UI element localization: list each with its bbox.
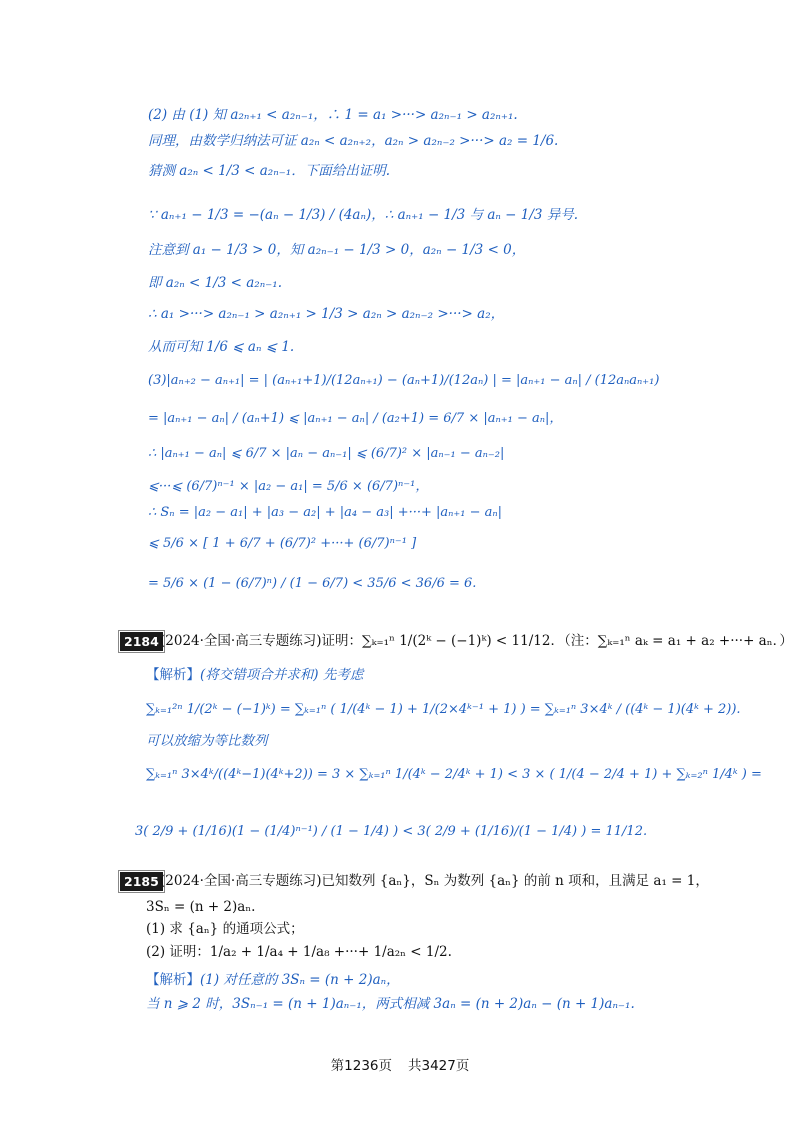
solution-line: 从而可知 1/6 ⩽ aₙ ⩽ 1. — [148, 339, 295, 355]
solution-line: 同理，由数学归纳法可证 a₂ₙ < a₂ₙ₊₂，a₂ₙ > a₂ₙ₋₂ >···> a₂ = 1/6. — [148, 133, 559, 149]
analysis-tag: 【解析】 — [146, 972, 200, 988]
question-number-2185: 2185 — [120, 872, 163, 891]
solution-line: = |aₙ₊₁ − aₙ| / (aₙ+1) ⩽ |aₙ₊₁ − aₙ| / (a₂+1) = 6/7 × |aₙ₊₁ − aₙ|， — [148, 411, 563, 426]
analysis-block — [146, 973, 400, 989]
solution-line: ∴ a₁ >···> a₂ₙ₋₁ > a₂ₙ₊₁ > 1/3 > a₂ₙ > a₂ₙ₋₂ >···> a₂， — [148, 306, 505, 322]
solution-line: ⩽···⩽ (6/7)ⁿ⁻¹ × |a₂ − a₁| = 5/6 × (6/7)ⁿ⁻¹， — [148, 479, 429, 494]
solution-line: ∴ |aₙ₊₁ − aₙ| ⩽ 6/7 × |aₙ − aₙ₋₁| ⩽ (6/7)² × |aₙ₋₁ − aₙ₋₂| — [148, 446, 505, 461]
solution-line: 猜测 a₂ₙ < 1/3 < a₂ₙ₋₁．下面给出证明. — [148, 163, 390, 179]
solution-line: ∑ₖ₌₁²ⁿ 1/(2ᵏ − (−1)ᵏ) = ∑ₖ₌₁ⁿ ( 1/(4ᵏ − 1) + 1/(2×4ᵏ⁻¹ + 1) ) = ∑ₖ₌₁ⁿ 3×4ᵏ / ((4ᵏ − 1)(4ᵏ + 2)). — [146, 702, 741, 717]
solution-line: ∵ aₙ₊₁ − 1/3 = −(aₙ − 1/3) / (4aₙ)，∴ aₙ₊₁ − 1/3 与 aₙ − 1/3 异号. — [148, 207, 579, 223]
question-stem-2184: (2024·全国·高三专题练习)证明：∑ₖ₌₁ⁿ 1/(2ᵏ − (−1)ᵏ) < 11/12．（注：∑ₖ₌₁ⁿ aₖ = a₁ + a₂ +···+ aₙ．） — [160, 633, 793, 649]
solution-line: 可以放缩为等比数列 — [146, 733, 268, 749]
solution-line: 注意到 a₁ − 1/3 > 0，知 a₂ₙ₋₁ − 1/3 > 0，a₂ₙ − 1/3 < 0， — [148, 242, 526, 258]
solution-line: ∑ₖ₌₁ⁿ 3×4ᵏ/((4ᵏ−1)(4ᵏ+2)) = 3 × ∑ₖ₌₁ⁿ 1/(4ᵏ − 2/4ᵏ + 1) < 3 × ( 1/(4 − 2/4 + 1) + ∑ₖ₌₂ⁿ 1/4ᵏ ) = — [146, 767, 762, 782]
question-stem-2185: (2024·全国·高三专题练习)已知数列 {aₙ}，Sₙ 为数列 {aₙ} 的前 n 项和，且满足 a₁ = 1， — [160, 873, 709, 889]
solution-line: 3( 2/9 + (1/16)(1 − (1/4)ⁿ⁻¹) / (1 − 1/4) ) < 3( 2/9 + (1/16)/(1 − 1/4) ) = 11/12. — [135, 824, 648, 839]
solution-line: = 5/6 × (1 − (6/7)ⁿ) / (1 − 6/7) < 35/6 < 36/6 = 6. — [148, 576, 477, 591]
sub-question-1: (1) 求 {aₙ} 的通项公式； — [146, 921, 304, 937]
solution-line: 当 n ⩾ 2 时，3Sₙ₋₁ = (n + 1)aₙ₋₁，两式相减 3aₙ = (n + 2)aₙ − (n + 1)aₙ₋₁. — [146, 996, 635, 1012]
page-footer — [0, 1054, 800, 1074]
question-stem-2185-cont: 3Sₙ = (n + 2)aₙ. — [146, 899, 256, 915]
solution-line: (3)|aₙ₊₂ − aₙ₊₁| = | (aₙ₊₁+1)/(12aₙ₊₁) − (aₙ+1)/(12aₙ) | = |aₙ₊₁ − aₙ| / (12aₙaₙ₊₁) — [148, 373, 660, 388]
analysis-block — [146, 668, 363, 684]
page-number: 第1236页 — [330, 1058, 392, 1074]
analysis-text: (将交错项合并求和) 先考虑 — [200, 667, 364, 683]
solution-line: 即 a₂ₙ < 1/3 < a₂ₙ₋₁. — [148, 275, 282, 291]
sub-question-2: (2) 证明：1/a₂ + 1/a₄ + 1/a₈ +···+ 1/a₂ₙ < 1/2. — [146, 944, 452, 960]
analysis-tag: 【解析】 — [146, 667, 200, 683]
solution-line: ⩽ 5/6 × [ 1 + 6/7 + (6/7)² +···+ (6/7)ⁿ⁻¹ ] — [148, 536, 417, 551]
question-number-2184: 2184 — [120, 632, 163, 651]
analysis-text: (1) 对任意的 3Sₙ = (n + 2)aₙ， — [200, 972, 400, 988]
solution-line: ∴ Sₙ = |a₂ − a₁| + |a₃ − a₂| + |a₄ − a₃| +···+ |aₙ₊₁ − aₙ| — [148, 505, 503, 520]
total-pages: 共3427页 — [408, 1058, 470, 1074]
solution-line: (2) 由 (1) 知 a₂ₙ₊₁ < a₂ₙ₋₁，∴ 1 = a₁ >···> a₂ₙ₋₁ > a₂ₙ₊₁. — [148, 107, 518, 123]
